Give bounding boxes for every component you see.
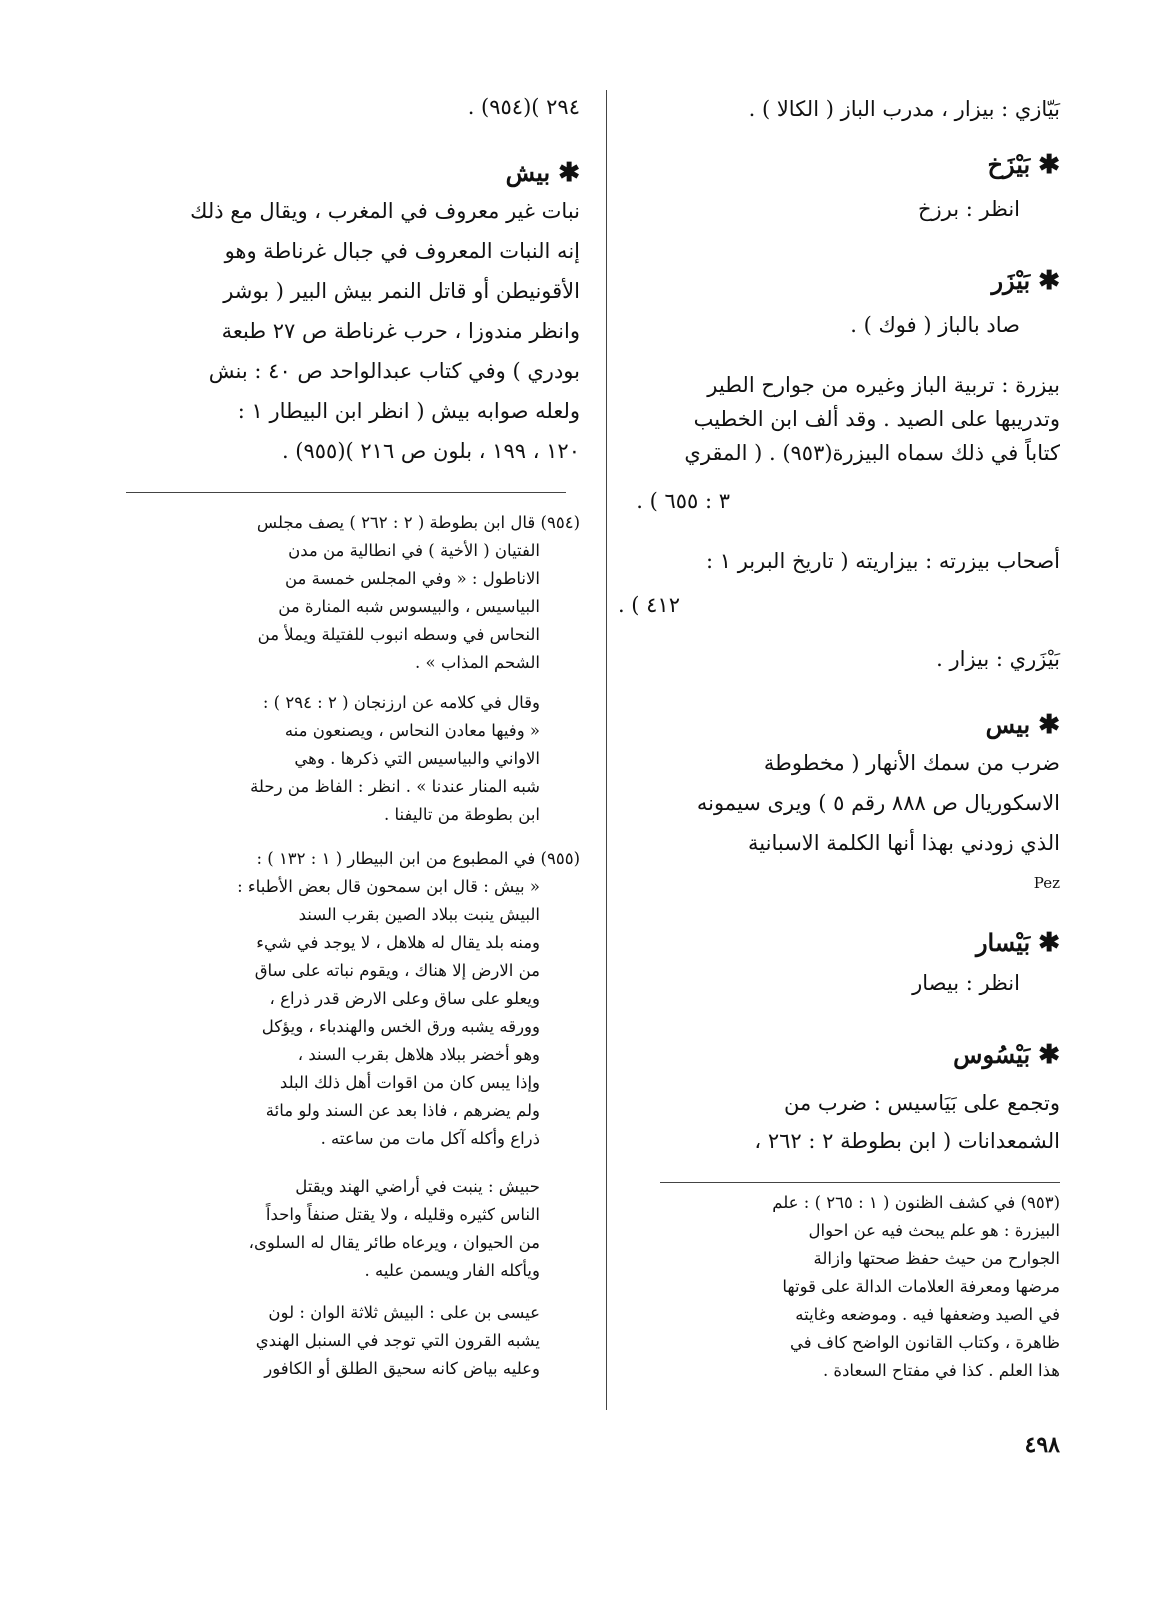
latin-word: Pez [1033, 874, 1060, 892]
asterisk-icon: ✱ [1038, 266, 1060, 296]
footnote-line: الفتيان ( الأخية ) في انطالية من مدن [288, 541, 540, 560]
footnote-line: وإذا يبس كان من اقوات أهل ذلك البلد [279, 1073, 540, 1092]
footnote-line: ويأكله الفار ويسمن عليه . [364, 1261, 540, 1280]
entry-headword [988, 152, 1060, 178]
headword-text: بَيْسُوس [953, 1040, 1031, 1069]
headword-text: بَيْزَخ [987, 150, 1031, 179]
headword-text: بَيْزَر [991, 266, 1031, 295]
page-number: ٤٩٨ [1024, 1432, 1060, 1458]
entry-headword [506, 160, 580, 186]
footnote-line: البيش ينبت ببلاد الصين بقرب السند [298, 905, 540, 924]
footnote-line: وهو أخضر ببلاد هلاهل بقرب السند ، [297, 1045, 540, 1064]
footnote-line: شبه المنار عندنا » . انظر : الفاظ من رحلة [250, 777, 540, 796]
entry-body-line: الأقونيطن أو قاتل النمر بيش البير ( بوشر [223, 279, 580, 303]
footnote-line: ظاهرة ، وكتاب القانون الواضح كاف في [790, 1333, 1060, 1352]
para-line: ٣ : ٦٥٥ ) . [636, 489, 730, 513]
footnote-line: « بيش : قال ابن سمحون قال بعض الأطباء : [237, 877, 540, 896]
entry-body-line: ضرب من سمك الأنهار ( مخطوطة [763, 751, 1060, 775]
entry-headword [986, 712, 1060, 738]
footnote-line: ولم يضرهم ، فاذا بعد عن السند ولو مائة [265, 1101, 540, 1120]
footnote-line: الشحم المذاب » . [415, 653, 540, 672]
entry-body-line: الذي زودني بهذا أنها الكلمة الاسبانية [748, 831, 1060, 855]
entry-headword [991, 268, 1060, 294]
footnote-line: ويعلو على ساق وعلى الارض قدر ذراع ، [269, 989, 540, 1008]
footnote-rule [126, 492, 566, 493]
footnote-line: (٩٥٥) في المطبوع من ابن البيطار ( ١ : ١٣٢ ) : [256, 849, 580, 868]
entry-body-line: الاسكوريال ص ٨٨٨ رقم ٥ ) ويرى سيمونه [696, 791, 1060, 815]
footnote-line: النحاس في وسطه انبوب للفتيلة ويملأ من [257, 625, 540, 644]
footnote-line: البياسيس ، والبيسوس شبه المنارة من [278, 597, 540, 616]
headword-text: بيش [505, 158, 551, 187]
entry-body-line: نبات غير معروف في المغرب ، ويقال مع ذلك [190, 199, 580, 223]
footnote-line: الاناطول : « وفي المجلس خمسة من [285, 569, 540, 588]
footnote-line: ومنه بلد يقال له هلاهل ، لا يوجد في شيء [256, 933, 540, 952]
footnote-line: البيزرة : هو علم يبحث فيه عن احوال [808, 1221, 1060, 1240]
footnote-line: (٩٥٣) في كشف الظنون ( ١ : ٢٦٥ ) : علم [772, 1193, 1060, 1212]
para-line: أصحاب بيزرته : بيزاريته ( تاريخ البربر ١ : [705, 549, 1060, 573]
entry-body-line: الشمعدانات ( ابن بطوطة ٢ : ٢٦٢ ، [754, 1129, 1060, 1153]
footnote-line: في الصيد وضعفها فيه . وموضعه وغايته [795, 1305, 1060, 1324]
para-line: كتاباً في ذلك سماه البيزرة(٩٥٣) . ( المقري [684, 441, 1060, 465]
footnote-line: وورقه يشبه ورق الخس والهندباء ، ويؤكل [261, 1017, 540, 1036]
entry-body-line: انظر : بيصار [912, 971, 1020, 995]
continuation-line: ٢٩٤ )(٩٥٤) . [467, 95, 580, 119]
footnote-line: الاواني والبياسيس التي ذكرها . وهي [294, 749, 540, 768]
entry-headword [976, 930, 1060, 956]
footnote-line: وعليه بياض كانه سحيق الطلق أو الكافور [264, 1359, 540, 1378]
entry-body-line: وانظر مندوزا ، حرب غرناطة ص ٢٧ طبعة [221, 319, 580, 343]
para-line: بَيْزَري : بيزار . [936, 647, 1060, 671]
footnote-line: من الحيوان ، ويرعاه طائر يقال له السلوى، [248, 1233, 540, 1252]
para-line: ٤١٢ ) . [617, 593, 680, 617]
footnote-line: عيسى بن على : البيش ثلاثة الوان : لون [268, 1303, 540, 1322]
footnote-line: يشبه القرون التي توجد في السنبل الهندي [255, 1331, 540, 1350]
entry-body-line: ولعله صوابه بيش ( انظر ابن البيطار ١ : [237, 399, 580, 423]
entry-body-line: صاد بالباز ( فوك ) . [850, 313, 1020, 337]
para-line: وتدريبها على الصيد . وقد ألف ابن الخطيب [693, 407, 1060, 431]
footnote-line: « وفيها معادن النحاس ، ويصنعون منه [284, 721, 540, 740]
entry-body-line: انظر : برزخ [917, 197, 1020, 221]
para-line: بيزرة : تربية الباز وغيره من جوارح الطير [707, 373, 1060, 397]
column-divider [606, 90, 607, 1410]
footnote-line: هذا العلم . كذا في مفتاح السعادة . [822, 1361, 1060, 1380]
footnote-line: ابن بطوطة من تاليفنا . [384, 805, 540, 824]
intro-line: بَيّازي : بيزار ، مدرب الباز ( الكالا ) . [748, 97, 1060, 121]
headword-text: بَيْسار [975, 928, 1031, 957]
entry-headword [953, 1042, 1060, 1068]
asterisk-icon: ✱ [1038, 710, 1060, 740]
footnote-line: مرضها ومعرفة العلامات الدالة على قوتها [782, 1277, 1060, 1296]
footnote-line: (٩٥٤) قال ابن بطوطة ( ٢ : ٢٦٢ ) يصف مجلس [256, 513, 580, 532]
asterisk-icon: ✱ [1038, 150, 1060, 180]
headword-text: بيس [985, 710, 1031, 739]
entry-body-line: بودري ) وفي كتاب عبدالواحد ص ٤٠ : بنش [208, 359, 580, 383]
footnote-line: وقال في كلامه عن ارزنجان ( ٢ : ٢٩٤ ) : [262, 693, 540, 712]
footnote-line: الجوارح من حيث حفظ صحتها وازالة [813, 1249, 1060, 1268]
entry-body-line: ١٢٠ ، ١٩٩ ، بلون ص ٢١٦ )(٩٥٥) . [281, 439, 580, 463]
asterisk-icon: ✱ [1038, 928, 1060, 958]
entry-body-line: وتجمع على بَيَاسيس : ضرب من [783, 1091, 1060, 1115]
asterisk-icon: ✱ [558, 158, 580, 188]
footnote-line: ذراع وأكله آكل مات من ساعته . [320, 1129, 540, 1148]
footnote-line: من الارض إلا هناك ، ويقوم نباته على ساق [254, 961, 540, 980]
footnote-line: الناس كثيره وقليله ، ولا يقتل صنفاً واحداً [265, 1205, 540, 1224]
entry-body-line: إنه النبات المعروف في جبال غرناطة وهو [224, 239, 580, 263]
footnote-rule [660, 1182, 1060, 1183]
asterisk-icon: ✱ [1038, 1040, 1060, 1070]
footnote-line: حبيش : ينبت في أراضي الهند ويقتل [295, 1177, 540, 1196]
